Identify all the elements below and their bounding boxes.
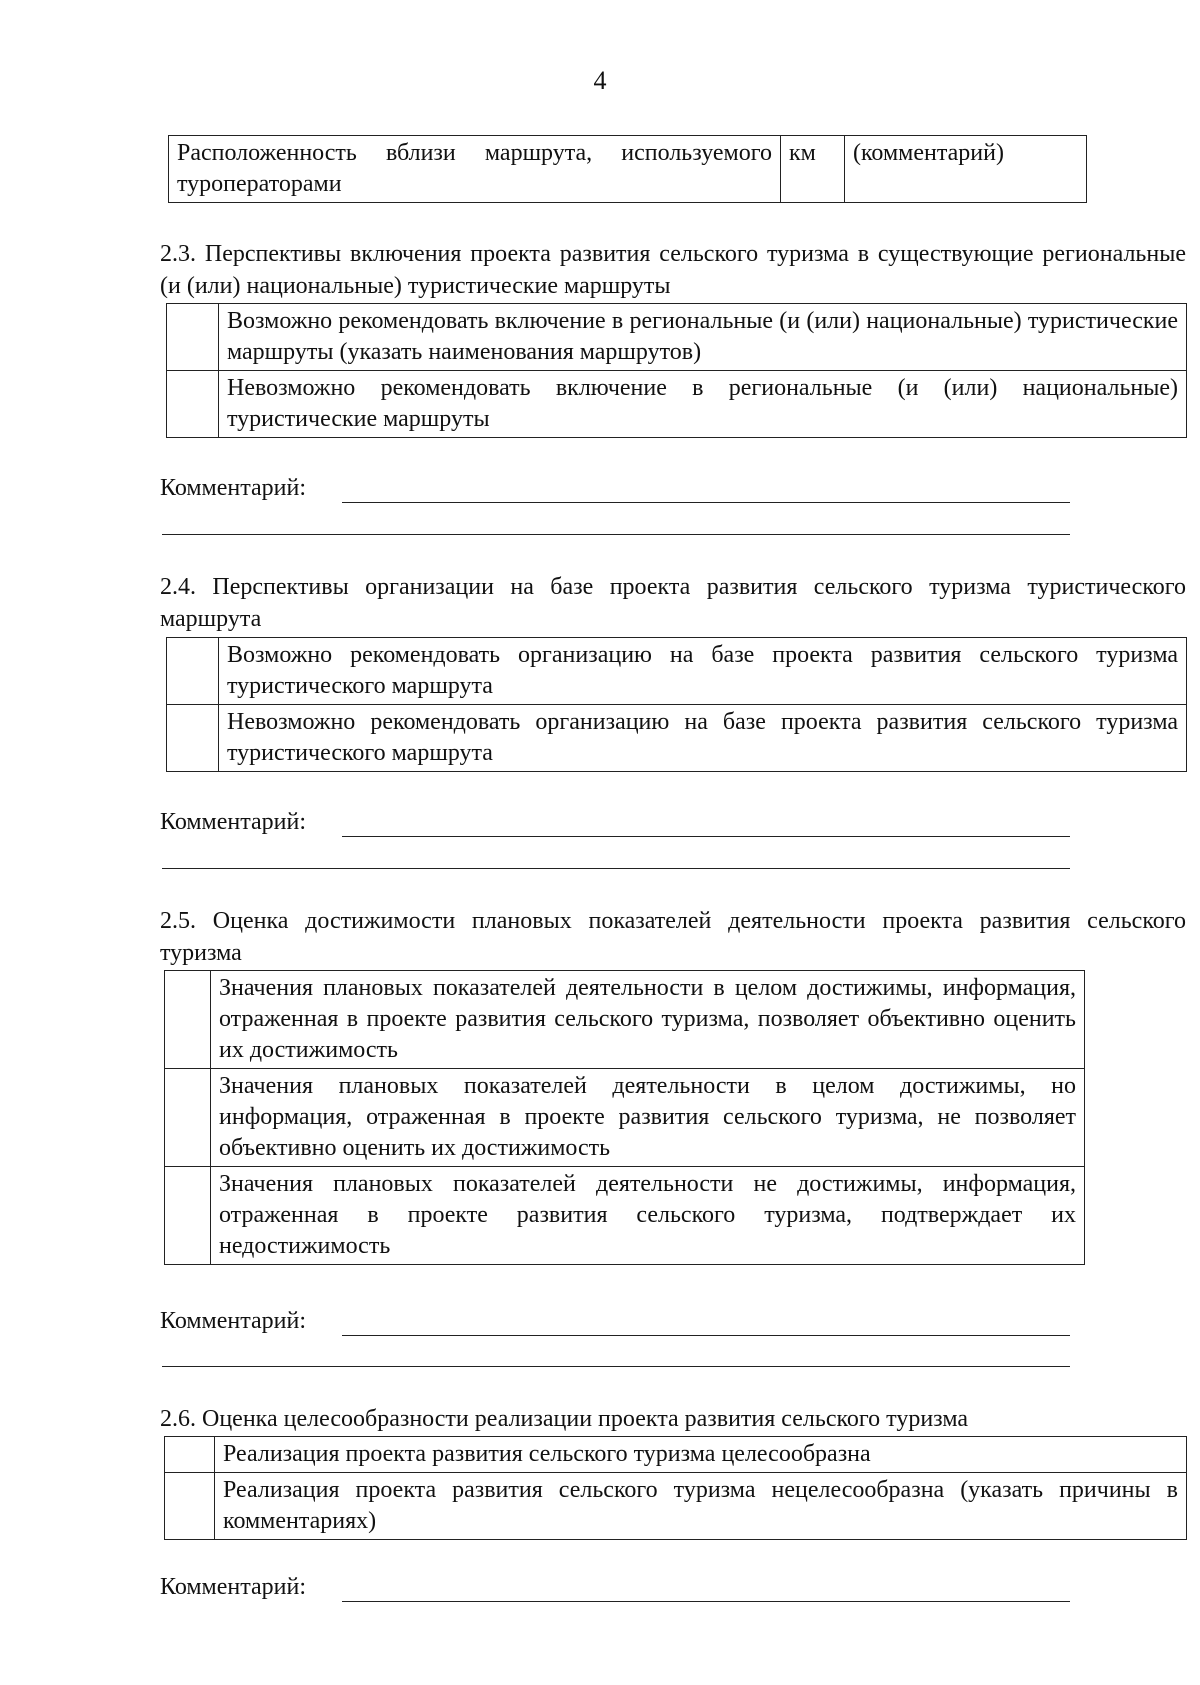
option-text: Возможно рекомендовать включение в региональные (и (или) национальные) туристические маршруты (указать наименования маршрутов) — [219, 304, 1187, 371]
comment-continuation-line[interactable] — [162, 534, 1070, 535]
table-row — [167, 304, 1187, 371]
comment-input-line[interactable] — [342, 836, 1070, 837]
option-text: Невозможно рекомендовать организацию на базе проекта развития сельского туризма туристического маршрута — [219, 705, 1187, 772]
section-heading: 2.5. Оценка достижимости плановых показателей деятельности проекта развития сельского туризма — [160, 908, 1186, 966]
table-row — [165, 1167, 1085, 1265]
comment-row — [160, 1305, 1070, 1337]
table-row — [167, 705, 1187, 772]
option-checkbox[interactable] — [165, 1167, 211, 1265]
option-checkbox[interactable] — [165, 971, 211, 1069]
comment-row — [160, 1571, 1070, 1603]
comment-label: Комментарий: — [160, 1574, 307, 1600]
option-checkbox[interactable] — [165, 1437, 215, 1473]
comment-label: Комментарий: — [160, 1308, 307, 1334]
comment-row — [160, 472, 1070, 504]
comment-input-line[interactable] — [342, 502, 1070, 503]
comment-row — [160, 806, 1070, 838]
option-checkbox[interactable] — [167, 638, 219, 705]
option-text: Значения плановых показателей деятельности в целом достижимы, но информация, отраженная в проекте развития сельского туризма, не позволяет объективно оценить их достижимость — [211, 1069, 1085, 1167]
comment-input-line[interactable] — [342, 1335, 1070, 1336]
table-row — [165, 1069, 1085, 1167]
options-table — [166, 637, 1187, 772]
section-heading: 2.4. Перспективы организации на базе проекта развития сельского туризма туристического маршрута — [160, 574, 1186, 632]
option-checkbox[interactable] — [167, 705, 219, 772]
options-table — [164, 970, 1085, 1265]
comment-continuation-line[interactable] — [162, 1366, 1070, 1367]
option-checkbox[interactable] — [165, 1473, 215, 1540]
table-row — [165, 1437, 1187, 1473]
option-text: Невозможно рекомендовать включение в региональные (и (или) национальные) туристические маршруты — [219, 371, 1187, 438]
section-heading: 2.3. Перспективы включения проекта развития сельского туризма в существующие региональные (и (или) национальные) туристические маршруты — [160, 241, 1186, 299]
comment-label: Комментарий: — [160, 475, 307, 501]
comment-label: Комментарий: — [160, 809, 307, 835]
option-text: Значения плановых показателей деятельности в целом достижимы, информация, отраженная в проекте развития сельского туризма, позволяет объективно оценить их достижимость — [211, 971, 1085, 1069]
table-row — [167, 638, 1187, 705]
section-heading: 2.6. Оценка целесообразности реализации проекта развития сельского туризма — [160, 1406, 968, 1432]
option-text: Значения плановых показателей деятельности не достижимы, информация, отраженная в проекте развития сельского туризма, подтверждает их недостижимость — [211, 1167, 1085, 1265]
criterion-cell: Расположенность вблизи маршрута, используемого туроператорами — [169, 136, 781, 203]
option-text: Реализация проекта развития сельского туризма нецелесообразна (указать причины в комментариях) — [215, 1473, 1187, 1540]
option-text: Реализация проекта развития сельского туризма целесообразна — [215, 1437, 1187, 1473]
comment-cell: (комментарий) — [845, 136, 1087, 203]
proximity-table — [168, 135, 1087, 203]
option-checkbox[interactable] — [165, 1069, 211, 1167]
option-checkbox[interactable] — [167, 304, 219, 371]
page-number: 4 — [593, 66, 607, 95]
table-row — [169, 136, 1087, 203]
option-text: Возможно рекомендовать организацию на базе проекта развития сельского туризма туристического маршрута — [219, 638, 1187, 705]
comment-input-line[interactable] — [342, 1601, 1070, 1602]
options-table — [164, 1436, 1187, 1540]
unit-cell: км — [781, 136, 845, 203]
comment-continuation-line[interactable] — [162, 868, 1070, 869]
options-table — [166, 303, 1187, 438]
table-row — [167, 371, 1187, 438]
table-row — [165, 971, 1085, 1069]
option-checkbox[interactable] — [167, 371, 219, 438]
table-row — [165, 1473, 1187, 1540]
